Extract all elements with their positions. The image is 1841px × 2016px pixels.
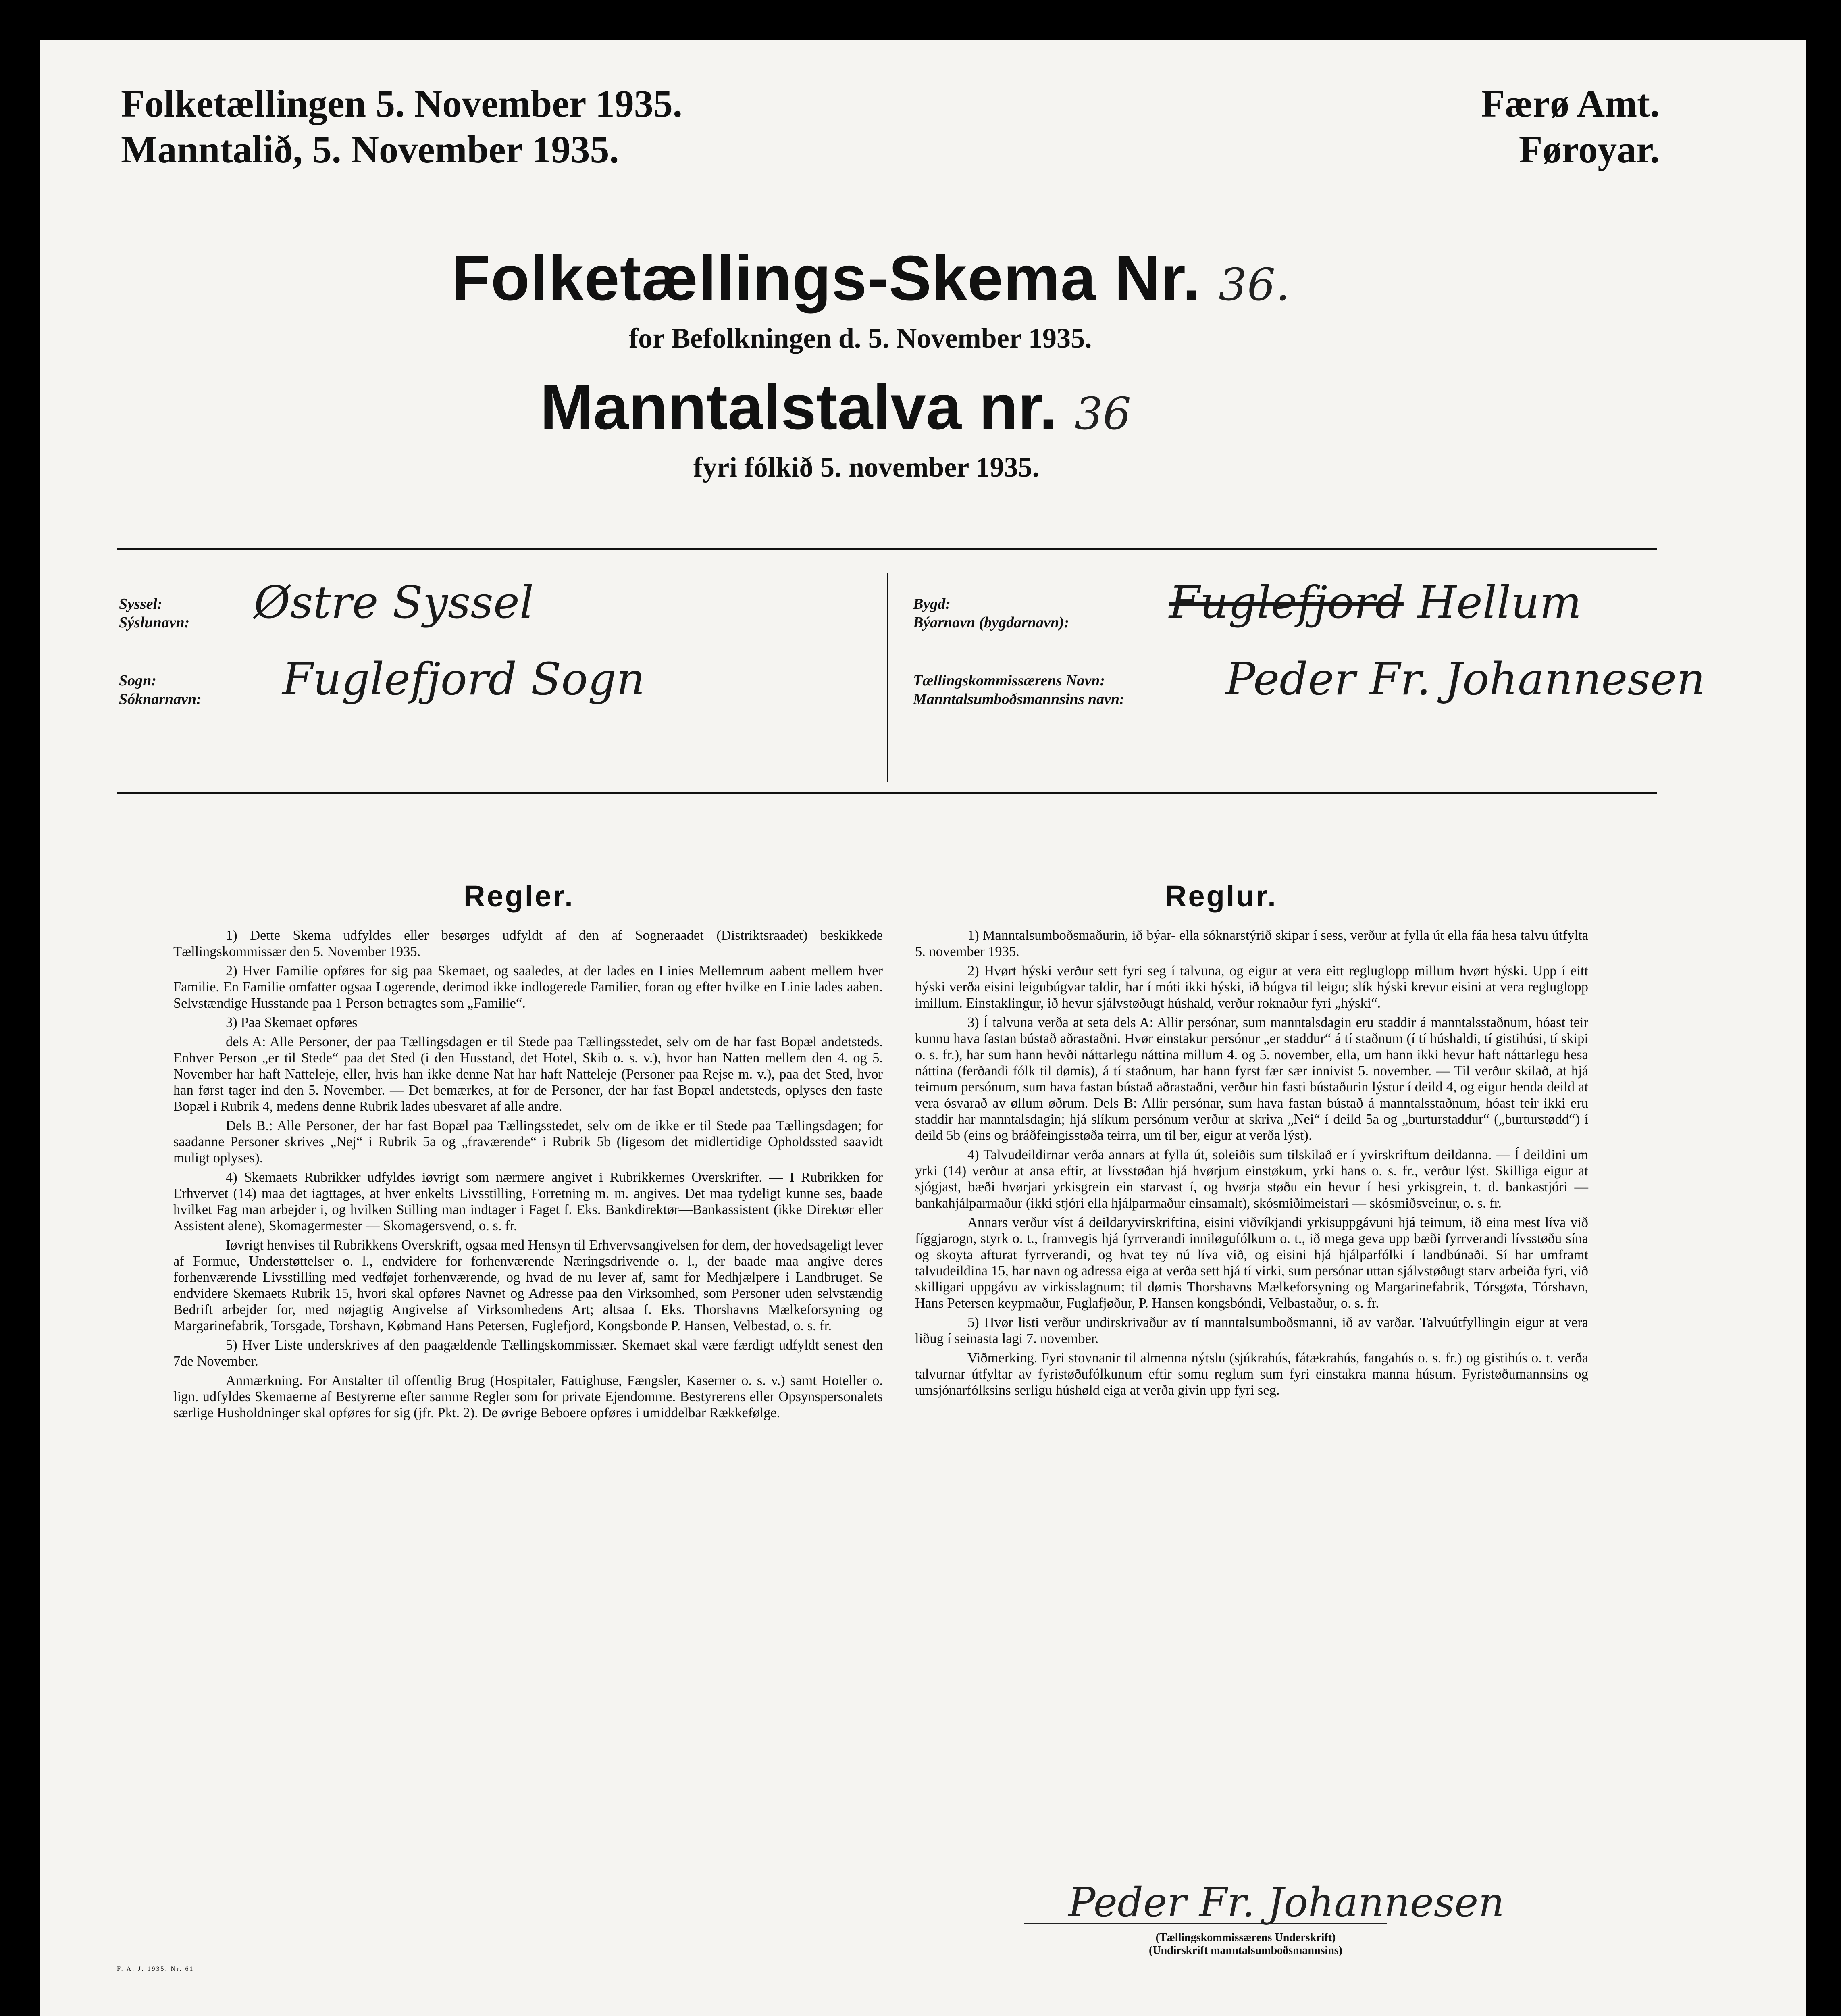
header-left-line1: Folketællingen 5. November 1935.	[121, 82, 682, 125]
regler-column	[173, 927, 883, 1424]
header-right	[1481, 81, 1660, 173]
printer-mark: F. A. J. 1935. Nr. 61	[117, 1966, 194, 1972]
reglur-p2: 2) Hvørt hýski verður sett fyri seg í talvuna, og eigur at vera eitt regluglopp millum hvørt hýski. Upp í eitt hýski verða eisini leigubúgvar taldir, har í móti ikki hýski, ið búgva til leigu; slík hýski krevur eisini at vera regluglopp imillum. Einstaklingur, ið hevur sjálvstøðugt húshald, verður roknaður fyri „hýski“.	[915, 963, 1588, 1011]
syssel-label-da: Syssel:	[119, 596, 162, 612]
form-title-faroese-text: Manntalstalva nr.	[540, 372, 1057, 443]
sogn-value[interactable]: Fuglefjord Sogn	[282, 653, 645, 705]
bygd-value-current: Hellum	[1417, 577, 1582, 628]
regler-p1: 1) Dette Skema udfyldes eller besørges udfyldt af den af Sogneraadet (Distriktsraadet) beskikkede Tællingskommissær den 5. November 1935.	[173, 928, 883, 959]
regler-p3: 3) Paa Skemaet opføres	[226, 1015, 358, 1030]
reglur-column	[915, 927, 1588, 1402]
form-title-danish-text: Folketællings-Skema Nr.	[451, 243, 1201, 314]
header-left-line2: Manntalið, 5. November 1935.	[121, 128, 619, 171]
regler-p2: 2) Hver Familie opføres for sig paa Skemaet, og saaledes, at der lades en Linies Mellemrum aabent mellem hver Familie. En Familie omfatter ogsaa Logerende, derimod ikke indlogerede Familier, foran og efter hvilke en Linie lades aaben. Selvstændige Husstande paa 1 Person betragtes som „Familie“.	[173, 963, 883, 1011]
syssel-value[interactable]: Østre Syssel	[254, 577, 534, 628]
bottom-divider	[117, 792, 1657, 794]
signature-caption-da: (Tællingskommissærens Underskrift)	[1155, 1931, 1336, 1944]
regler-p4: 4) Skemaets Rubrikker udfyldes iøvrigt som nærmere angivet i Rubrikkernes Overskrifter. — I Rubrikken for Erhvervet (14) maa det iagttages, at hver enkelts Livsstilling, Forretning m. m. angives. Det maa tydeligt kunne ses, baade hvilket Fag man arbejder i, og hvilken Stilling man indtager i Faget f. Eks. Bankdirektør—Bankassistent (ikke Direktør eller Assistent alene), Skomagermester — Skomagersvend, o. s. fr.	[173, 1170, 883, 1233]
bygd-value-struck: Fuglefjord	[1169, 577, 1404, 628]
signature-caption-fo: (Undirskrift manntalsumboðsmannsins)	[1149, 1944, 1342, 1957]
middle-divider	[887, 573, 888, 782]
form-subtitle-faroese: fyri fólkið 5. november 1935.	[693, 452, 1040, 483]
sogn-label	[119, 671, 202, 708]
regler-p4b: Iøvrigt henvises til Rubrikkens Overskrift, ogsaa med Hensyn til Erhvervsangivelsen for dem, der hovedsageligt lever af Formue, Understøttelser o. l., endvidere for forhenværende Næringsdrivende o. l., der baade maa angive deres forhenværende Livsstilling med vedføjet forhenværende, og hvad de nu lever af, samt for Medhjælpere i Landbruget. Se endvidere Skemaets Rubrik 15, hvori skal opføres Navnet og Adresse paa den Virksomhed, som Personer uden selvstændig Bedrift arbejder for, med nøjagtig Angivelse af Virksomhedens Art; altsaa f. Eks. Thorshavns Mælkeforsyning og Margarinefabrik, Torsgade, Torshavn, Købmand Hans Petersen, Fuglefjord, Kongsbonde P. Hansen, Velbestad, o. s. fr.	[173, 1237, 883, 1333]
sogn-label-da: Sogn:	[119, 672, 156, 689]
kommissaer-label-da: Tællingskommissærens Navn:	[913, 672, 1105, 689]
bygd-label	[913, 595, 1069, 632]
reglur-p1: 1) Manntalsumboðsmaðurin, ið býar- ella sóknarstýrið skipar í sess, verður at fylla út ella fáa hesa talvu útfylta 5. november 1935.	[915, 928, 1588, 959]
form-subtitle-danish: for Befolkningen d. 5. November 1935.	[629, 323, 1092, 354]
regler-heading: Regler.	[464, 879, 574, 913]
reglur-p5: 5) Hvør listi verður undirskrivaður av tí manntalsumboðsmanni, ið av varðar. Talvuútfyllingin eigur at vera liðug í seinasta lagi 7. november.	[915, 1315, 1588, 1346]
regler-p3a: dels A: Alle Personer, der paa Tællingsdagen er til Stede paa Tællingsstedet, selv om de har fast Bopæl andetsteds. Enhver Person „er til Stede“ paa det Sted (i den Husstand, det Hotel, Skib o. s. v.), hvor han Natten mellem den 4. og 5. November har haft Natteleje, eller, hvis han ikke denne Nat har haft Natteleje (Personer paa Rejse m. v.), paa det Sted, hvor han først tager ind den 5. November. — Det bemærkes, at for de Personer, der har fast Bopæl andetsteds, oplyses den faste Bopæl i Rubrik 4, medens denne Rubrik lades ubesvaret af alle andre.	[173, 1034, 883, 1114]
reglur-p6: Viðmerking. Fyri stovnanir til almenna nýtslu (sjúkrahús, fátækrahús, fangahús o. s. fr.) og gistihús o. t. verða talvurnar útfyltar av fyristøðufólkunum eftir somu reglum sum fyri einstakra manna húsum. Fyristøðumannsins og umsjónarfólksins serligu húshøld eiga at verða givin upp fyri seg.	[915, 1350, 1588, 1398]
form-number-faroese: 36	[1074, 388, 1131, 439]
form-number-danish: 36.	[1219, 259, 1290, 310]
reglur-p4b: Annars verður víst á deildaryvirskriftina, eisini viðvíkjandi yrkisuppgávuni hjá teimum, ið eina mest líva við fíggjarogn, styrk o. t., framvegis hjá fyrrverandi inniløgufólkum o. t., ið mega geva upp bæði fyrrverandi lívsstøðu sína og skoyta afturat fyrrverandi, og hvat tey nú líva við, og eisini hjá hjálparfólki í landbúnaði. Sí har umframt talvudeildina 15, har navn og adressa eiga at verða sett hjá tí virki, sum persónar uttan sjálvstøðugt starv arbeiða fyri, við skilligari uppgávu av virkisslagnum; til dømis Thorshavns Mælkeforsyning og Margarinefabrik, Tórsgøta, Tórshavn, Hans Petersen keypmaður, Fuglafjøður, P. Hansen kongsbóndi, Velbastaður, o. s. fr.	[915, 1215, 1588, 1311]
signature-line	[1024, 1923, 1387, 1924]
kommissaer-label-fo: Manntalsumboðsmannsins navn:	[913, 691, 1125, 708]
kommissaer-value[interactable]: Peder Fr. Johannesen	[1225, 653, 1705, 705]
regler-p3b: Dels B.: Alle Personer, der har fast Bopæl paa Tællingsstedet, selv om de ikke er til Stede paa Tællingsdagen; for saadanne Personer skrives „Nej“ i Rubrik 5a og „fraværende“ i Rubrik 5b (ligesom det midlertidige Opholdssted saavidt muligt oplyses).	[173, 1118, 883, 1166]
bygd-label-da: Bygd:	[913, 596, 951, 612]
kommissaer-label	[913, 671, 1125, 708]
commissioner-signature[interactable]: Peder Fr. Johannesen	[1068, 1879, 1504, 1926]
bygd-label-fo: Býarnavn (bygdarnavn):	[913, 614, 1069, 631]
regler-p5: 5) Hver Liste underskrives af den paagældende Tællingskommissær. Skemaet skal være færdigt udfyldt senest den 7de November.	[173, 1337, 883, 1369]
top-divider	[117, 548, 1657, 550]
form-title-faroese	[540, 371, 1131, 444]
bygd-value[interactable]	[1169, 577, 1581, 628]
reglur-p4: 4) Talvudeildirnar verða annars at fylla út, soleiðis sum tilskilað er í yvirskriftum deildanna. — Í deildini um yrki (14) verður at ansa eftir, at lívsstøðan hjá hvørjum einstøkum, yrki hans o. s. fr., verður lýst. Skilliga eigur at sjógjast, bæði hvørjari yrkisgrein ein starvast í, og hvørja støðu ein hevur í hesi yrkisgrein, t. d. bankastjóri — bankahjálparmaður (ikki stjóri ella hjálparmaður einsamalt), skósmiðimeistari — skósmiðsveinur, o. s. fr.	[915, 1147, 1588, 1211]
header-left	[121, 81, 682, 173]
reglur-p3: 3) Í talvuna verða at seta dels A: Allir persónar, sum manntalsdagin eru staddir á manntalsstaðnum, hóast teir kunnu hava fastan bústað aðrastaðni. Hvør einstakur persónur „er staddur“ á tí staðnum (í tí húshaldi, tí gistihúsi, tí skipi o. s. fr.), har sum hann hevði náttarlegu náttina millum 4. og 5. november, ella, um hann ikki hevur haft náttarlegu hesa náttina (ferðandi fólk til dømis), á tí staðnum, har hann fyrst fær sær innivist 5. november. — Til verður skilað, at hjá teimum persónum, sum hava fastan bústað aðrastaðni, verður hin fasti bústaðurin lýstur í deild 4, og eigur henda deild at vera ósvarað av øllum øðrum. Dels B: Allir persónar, sum hava fastan bústað á manntalsstaðnum, hóast teir ikki eru staddir har manntalsdagin; hjá slíkum persónum verður at skriva „Nei“ í deild 5a og „burturstaddur“ („burturstødd“) í deild 5b (eins og bráðfeingisstøða teirra, um til ber, eigur at verða lýst).	[915, 1015, 1588, 1143]
header-right-line1: Færø Amt.	[1481, 82, 1660, 125]
regler-p6: Anmærkning. For Anstalter til offentlig Brug (Hospitaler, Fattighuse, Fængsler, Kaserner o. s. v.) samt Hoteller o. lign. udfyldes Skemaerne af Bestyrerne efter samme Regler som for private Ejendomme. Bestyrerens eller Opsynspersonalets særlige Husholdninger skal opføres for sig (jfr. Pkt. 2). De øvrige Beboere opføres i umiddelbar Rækkefølge.	[173, 1373, 883, 1420]
syssel-label-fo: Sýslunavn:	[119, 614, 190, 631]
sogn-label-fo: Sóknarnavn:	[119, 691, 202, 708]
signature-caption	[1105, 1931, 1387, 1957]
syssel-label	[119, 595, 189, 632]
form-title-danish	[451, 242, 1290, 315]
header-right-line2: Føroyar.	[1519, 128, 1660, 171]
reglur-heading: Reglur.	[1165, 879, 1277, 913]
